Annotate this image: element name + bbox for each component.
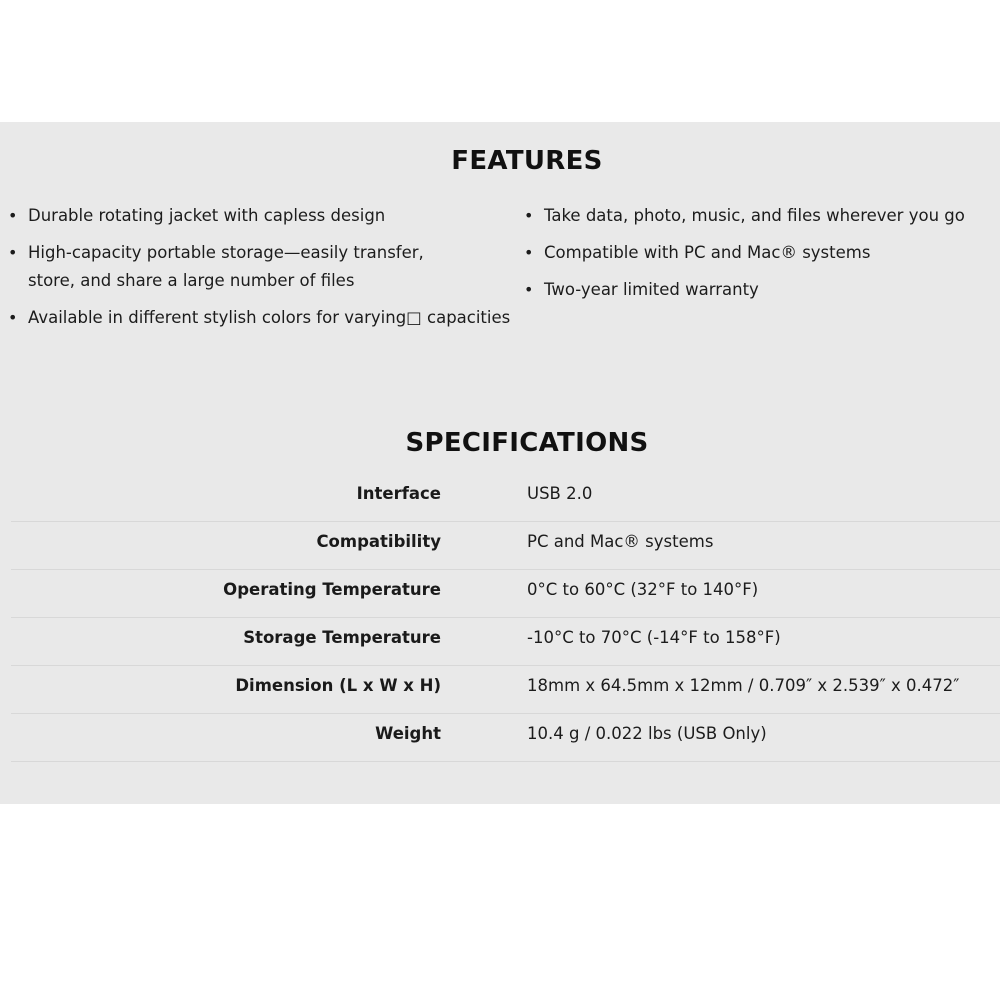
spec-value: 10.4 g / 0.022 lbs (USB Only) (527, 724, 767, 743)
spec-label: Storage Temperature (243, 628, 441, 647)
product-info-panel (0, 122, 1000, 804)
bullet-icon: • (8, 243, 18, 262)
feature-item (8, 304, 518, 332)
spec-value: 0°C to 60°C (32°F to 140°F) (527, 580, 759, 599)
feature-item (524, 202, 994, 230)
spec-row-storage-temperature (11, 618, 1000, 666)
feature-text: Available in different stylish colors for varying□ capacities (28, 308, 511, 327)
feature-item (524, 239, 994, 267)
spec-row-operating-temperature (11, 570, 1000, 618)
bullet-icon: • (8, 206, 18, 225)
spec-label: Dimension (L x W x H) (235, 676, 441, 695)
feature-text: Take data, photo, music, and files wherever you go (544, 206, 965, 225)
spec-label: Compatibility (316, 532, 441, 551)
spec-value: USB 2.0 (527, 484, 593, 503)
spec-value: PC and Mac® systems (527, 532, 714, 551)
spec-row-interface (11, 474, 1000, 522)
feature-text: Two-year limited warranty (544, 280, 759, 299)
bullet-icon: • (524, 243, 534, 262)
spec-value: -10°C to 70°C (-14°F to 158°F) (527, 628, 781, 647)
features-list-right (524, 202, 994, 313)
feature-text: Durable rotating jacket with capless design (28, 206, 386, 225)
bullet-icon: • (524, 206, 534, 225)
spec-row-weight (11, 714, 1000, 762)
feature-item (524, 276, 994, 304)
spec-value: 18mm x 64.5mm x 12mm / 0.709″ x 2.539″ x 0.472″ (527, 676, 960, 695)
spec-row-compatibility (11, 522, 1000, 570)
features-heading: FEATURES (451, 146, 603, 176)
feature-item (8, 239, 448, 295)
bullet-icon: • (8, 308, 18, 327)
features-list-left (8, 202, 518, 341)
spec-label: Weight (375, 724, 441, 743)
feature-item (8, 202, 518, 230)
spec-row-dimension (11, 666, 1000, 714)
specifications-heading: SPECIFICATIONS (405, 428, 649, 458)
feature-text: High-capacity portable storage—easily transfer, store, and share a large number of files (28, 243, 424, 290)
bullet-icon: • (524, 280, 534, 299)
spec-label: Operating Temperature (223, 580, 441, 599)
specifications-table (11, 474, 1000, 762)
feature-text: Compatible with PC and Mac® systems (544, 243, 871, 262)
spec-label: Interface (356, 484, 441, 503)
